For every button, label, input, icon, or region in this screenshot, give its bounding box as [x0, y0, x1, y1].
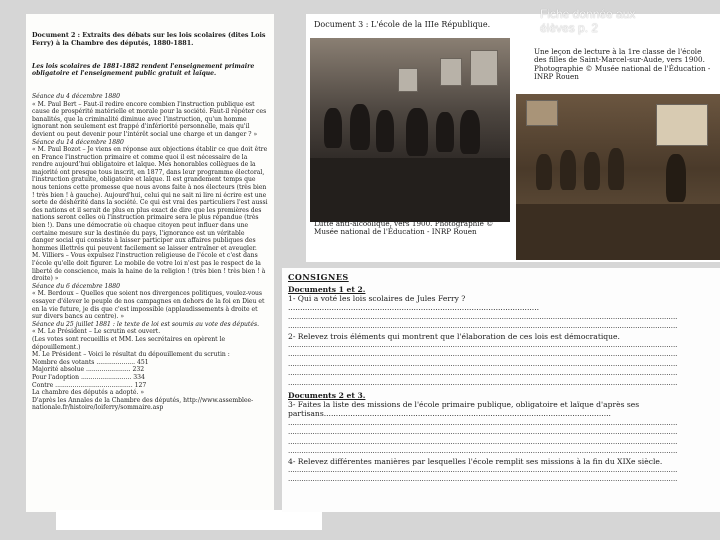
answer-line[interactable]: ............................................................................................................................................................................... [288, 447, 678, 456]
child-figure [608, 148, 624, 190]
document-2-paragraph: Pour l'adoption .......................... 334 [32, 373, 145, 381]
document-2-paragraph: « M. Paul Bert – Faut-il redire encore combien l'instruction publique est cause de prospérité matérielle et morale pour la société. Faut-il répéter ces banalités, que la criminalité diminue avec l'instruction, qu'un homme ignorant non seulement est frappé d'infériorité personnelle, mais qu'il devient ou peut devenir pour l'intérêt social une charge et un danger ? » [32, 100, 269, 138]
consignes-heading: CONSIGNES [288, 272, 349, 282]
answer-line[interactable]: ............................................................................................................................................................................... [288, 475, 678, 484]
consigne-question: 1- Qui a voté les lois scolaires de Jules Ferry ? ........................................................................................................ [288, 294, 540, 313]
consignes-body [282, 268, 720, 489]
document-2-paragraph: (Les votes sont recueillis et MM. Les secrétaires en opèrent le dépouillement.) [32, 335, 228, 351]
consigne-question: 3- Faites la liste des missions de l'école primaire publique, obligatoire et laïque d'après ses partisans....................................................................................................................... [288, 400, 640, 419]
document-2-text [26, 14, 274, 430]
answer-line[interactable]: ............................................................................................................................................................................... [288, 341, 678, 350]
document-2-paragraph: M. Le Président – Voici le résultat du dépouillement du scrutin : [32, 351, 230, 359]
consignes-documents-label: Documents 1 et 2. [288, 285, 366, 294]
wall-poster [440, 58, 462, 86]
document-2-paragraph: « M. Le Président – Le scrutin est ouvert. [32, 328, 161, 336]
wall-map [526, 100, 558, 126]
document-2-subtitle: Les lois scolaires de 1881-1882 rendent l'enseignement primaire obligatoire et l'enseignement public gratuit et laïque. [32, 62, 257, 78]
consignes-panel [282, 268, 720, 512]
document-2-paragraph: D'après les Annales de la Chambre des députés, http://www.assemblee-nationale.fr/histoire/loiferry/sommaire.asp [32, 396, 254, 412]
child-figure [460, 110, 480, 154]
wall-poster [398, 68, 418, 92]
document-2-title: Document 2 : Extraits des débats sur les lois scolaires (dites Lois Ferry) à la Chambre des députés, 1880-1881. [32, 31, 268, 47]
child-figure [560, 150, 576, 190]
consigne-question: 2- Relevez trois éléments qui montrent que l'élaboration de ces lois est démocratique. [288, 331, 620, 341]
document-2-paragraph: « M. Paul Bozot – Je viens en réponse aux objections établir ce que doit être en France l'instruction primaire et comme quoi il est nécessaire de la rendre aujourd'hui obligatoire et laïque. Mes honorables collègues de la majorité ont presque tous inscrit, en 1877, dans leur programme électoral, l'instruction gratuite, obligatoire et laïque. Il est grandement temps que nous tenions cette promesse que nous avons faite à nos électeurs (très bien ! très bien ! à gauche). Aujourd'hui, celui qui ne sait ni lire ni écrire est une sorte de déshérité dans la société. Ce qui est vrai des particuliers l'est aussi des nations et il serait de plus en plus exact de dire que les premières des nations seront celles où l'instruction primaire sera le plus répandue (très bien !). Dans une démocratie où chaque citoyen peut influer dans une certaine mesure sur la destinée du pays, l'ignorance est un véritable danger social qui consiste à laisser participer aux affaires publiques des hommes illettrés qui peuvent facilement se laisser entraîner et aveugler. [32, 146, 270, 252]
document-2-paragraph: Séance du 4 décembre 1880 [32, 92, 121, 100]
answer-line[interactable]: ............................................................................................................................................................................... [288, 369, 678, 378]
child-figure [324, 108, 342, 148]
child-figure [436, 112, 454, 152]
answer-line[interactable]: ............................................................................................................................................................................... [288, 437, 678, 446]
school-desks [516, 204, 720, 260]
answer-line[interactable]: ............................................................................................................................................................................... [288, 465, 678, 474]
answer-line[interactable]: ............................................................................................................................................................................... [288, 312, 678, 321]
consigne-question: 4- Relevez différentes manières par lesquelles l'école remplit ses missions à la fin du XIXe siècle. [288, 456, 663, 466]
child-figure [584, 152, 600, 190]
photo-1-caption: Lutte anti-alcoolique, vers 1900. Photographie © Musée national de l'Éducation - INRP Rouen [314, 219, 494, 237]
document-2-paragraph: Séance du 6 décembre 1880 [32, 282, 121, 290]
document-2-paragraph: Majorité absolue ....................... 232 [32, 366, 145, 374]
child-figure [536, 154, 552, 190]
document-2-paragraph: Séance du 25 juillet 1881 : le texte de loi est soumis au vote des députés. [32, 320, 260, 328]
document-2-paragraph: Nombre des votants .................... 451 [32, 358, 149, 366]
wall-chart [656, 104, 708, 146]
wall-poster [470, 50, 498, 86]
teacher-figure [406, 108, 428, 156]
photo-reading-lesson [516, 94, 720, 260]
photo-anti-alcohol-class [310, 38, 510, 222]
photo-2-caption: Une leçon de lecture à la 1re classe de l'école des filles de Saint-Marcel-sur-Aude, vers 1900. Photographie © Musée national de l'Éducation - INRP Rouen [534, 47, 711, 82]
document-3-panel [306, 14, 720, 262]
child-figure [376, 110, 394, 152]
teacher-figure [666, 154, 686, 202]
document-2-paragraph: La chambre des députés a adopté. » [32, 389, 145, 397]
answer-line[interactable]: ............................................................................................................................................................................... [288, 359, 678, 368]
document-2-paragraph: Contre ........................................ 127 [32, 381, 147, 389]
document-2-paragraph: Séance du 14 décembre 1880 [32, 138, 124, 146]
page-overlay-title: Fiche donnée aux élèves p. 2 [540, 7, 636, 35]
document-2-paragraph: « M. Berdoux – Quelles que soient nos divergences politiques, voulez-vous essayer d'élever le peuple de nos campagnes en dehors de la foi en Dieu et en la vie future, je dis que c'est impossible (applaudissements à droite et sur divers bancs au centre). » [32, 290, 267, 321]
answer-line[interactable]: ............................................................................................................................................................................... [288, 378, 678, 387]
document-2-body [32, 93, 268, 412]
child-figure [350, 104, 370, 150]
document-2-panel [26, 14, 274, 512]
blank-strip [56, 510, 322, 530]
answer-line[interactable]: ............................................................................................................................................................................... [288, 350, 678, 359]
consignes-documents-label: Documents 2 et 3. [288, 391, 366, 401]
school-desks [310, 158, 510, 222]
answer-line[interactable]: ............................................................................................................................................................................... [288, 322, 678, 331]
answer-line[interactable]: ............................................................................................................................................................................... [288, 418, 678, 427]
answer-line[interactable]: ............................................................................................................................................................................... [288, 428, 678, 437]
document-3-title: Document 3 : L'école de la IIIe République. [314, 20, 491, 29]
document-2-paragraph: M. Villiers – Vous expulsez l'instruction religieuse de l'école et c'est dans l'école qu'elle doit figurer. Le mobile de votre loi n'est pas le respect de la liberté de conscience, mais la haine de la religion ! (très bien ! très bien ! à droite) » [32, 252, 268, 283]
